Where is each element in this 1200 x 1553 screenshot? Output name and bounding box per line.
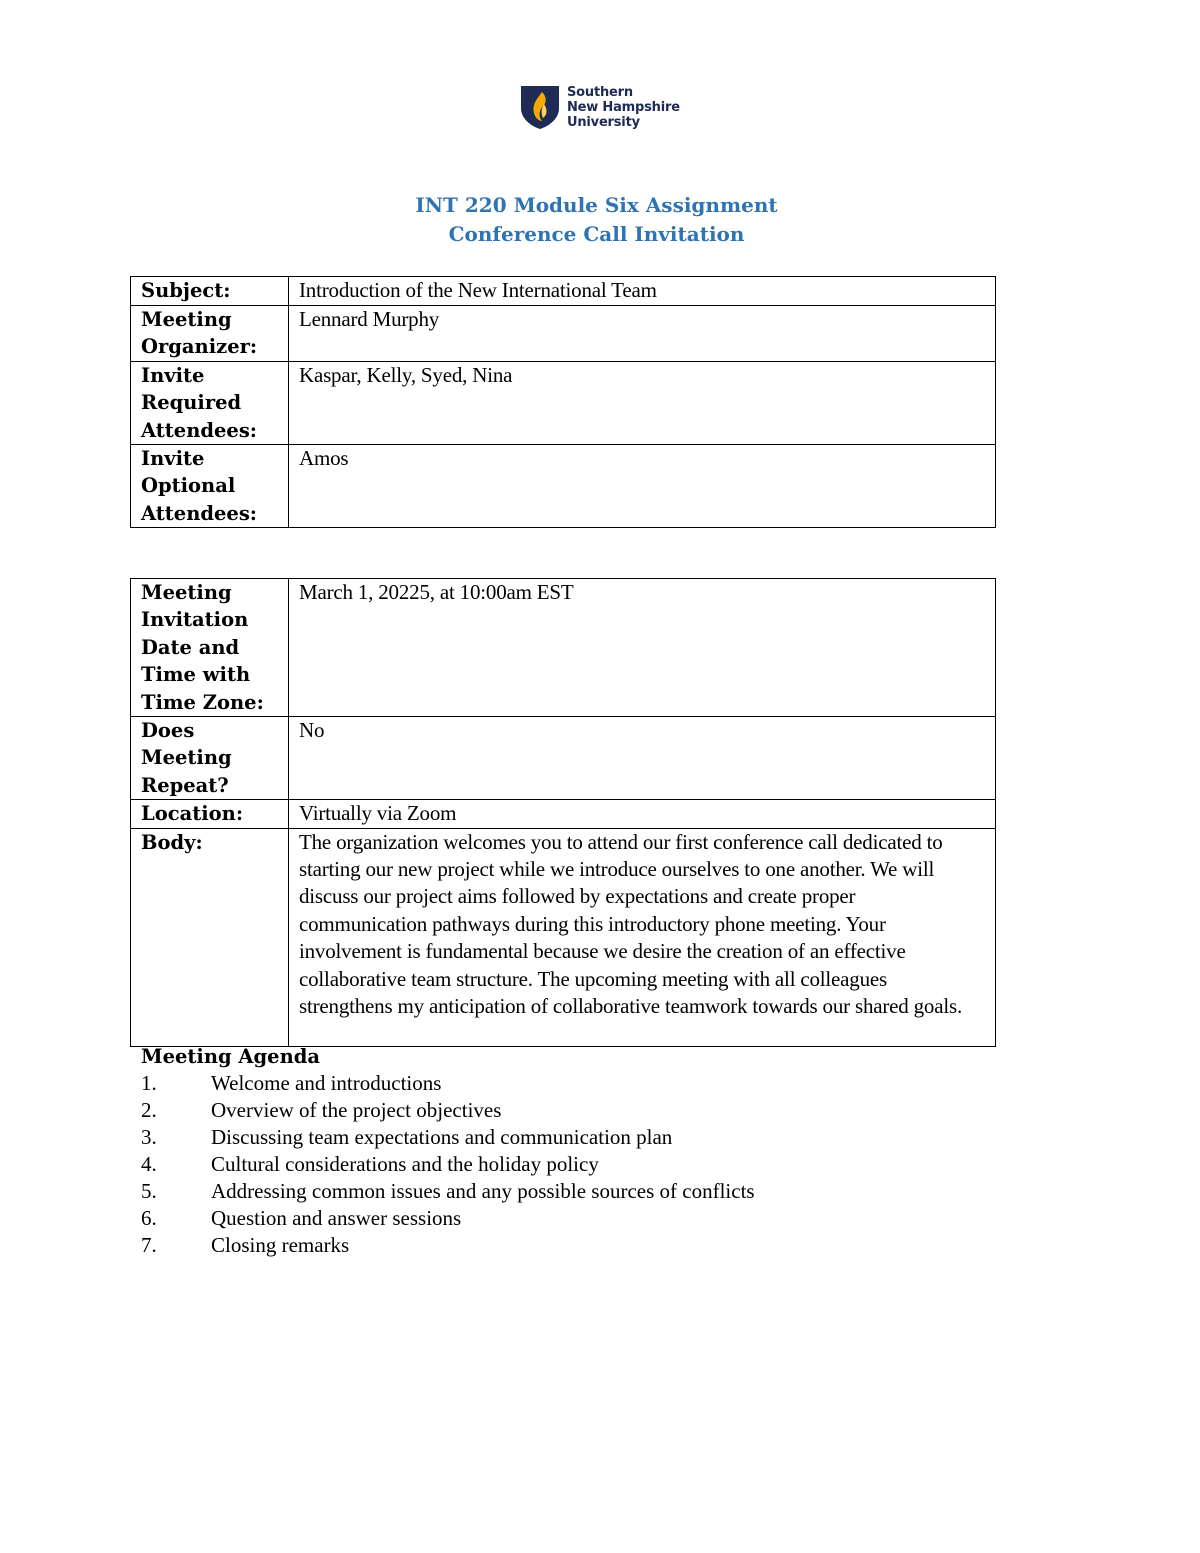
logo-line: University (567, 115, 640, 130)
table-row (131, 306, 996, 362)
row-value: Introduction of the New International Team (289, 277, 996, 306)
agenda-list (141, 1070, 755, 1259)
row-label: Subject: (131, 277, 289, 306)
row-value: March 1, 20225, at 10:00am EST (289, 579, 996, 717)
row-label: Does Meeting Repeat? (131, 717, 289, 800)
university-logo (520, 84, 690, 132)
document-subtitle: Conference Call Invitation (448, 222, 745, 246)
item-number: 4. (141, 1152, 157, 1176)
item-text: Discussing team expectations and communication plan (211, 1125, 673, 1149)
table-row (131, 361, 996, 444)
item-text: Overview of the project objectives (211, 1098, 502, 1122)
list-item (141, 1151, 599, 1178)
item-number: 6. (141, 1206, 157, 1230)
table-row (131, 277, 996, 306)
logo-line: Southern (567, 85, 633, 100)
item-text: Cultural considerations and the holiday policy (211, 1152, 599, 1176)
row-value: Kaspar, Kelly, Syed, Nina (289, 361, 996, 444)
list-item (141, 1232, 350, 1259)
row-value: No (289, 717, 996, 800)
shield-flame-icon (520, 84, 560, 130)
table-row (131, 828, 996, 1046)
list-item (141, 1124, 673, 1151)
item-text: Closing remarks (211, 1233, 350, 1257)
logo-wordmark (567, 85, 680, 130)
invitation-details-table (130, 276, 996, 528)
meeting-agenda (141, 1043, 755, 1259)
item-text: Addressing common issues and any possible sources of conflicts (211, 1179, 755, 1203)
item-number: 1. (141, 1071, 157, 1095)
row-label: Invite Required Attendees: (131, 361, 289, 444)
row-value: Lennard Murphy (289, 306, 996, 362)
agenda-title: Meeting Agenda (141, 1045, 321, 1068)
list-item (141, 1070, 442, 1097)
table-row (131, 445, 996, 528)
meeting-details-table (130, 578, 996, 1047)
item-number: 7. (141, 1233, 157, 1257)
row-value: Virtually via Zoom (289, 800, 996, 828)
table-row (131, 579, 996, 717)
list-item (141, 1097, 502, 1124)
row-label: Meeting Invitation Date and Time with Time Zone: (131, 579, 289, 717)
document-title: INT 220 Module Six Assignment (415, 193, 778, 217)
row-label: Location: (131, 800, 289, 828)
item-text: Welcome and introductions (211, 1071, 442, 1095)
item-text: Question and answer sessions (211, 1206, 462, 1230)
table-row (131, 800, 996, 828)
row-label: Invite Optional Attendees: (131, 445, 289, 528)
row-value: Amos (289, 445, 996, 528)
row-label: Body: (131, 828, 289, 1046)
item-number: 3. (141, 1125, 157, 1149)
list-item (141, 1178, 755, 1205)
row-label: Meeting Organizer: (131, 306, 289, 362)
table-row (131, 717, 996, 800)
item-number: 5. (141, 1179, 157, 1203)
logo-line: New Hampshire (567, 100, 680, 115)
item-number: 2. (141, 1098, 157, 1122)
list-item (141, 1205, 462, 1232)
row-value: The organization welcomes you to attend our first conference call dedicated to starting our new project while we introduce ourselves to one another. We will discuss our project aims followed by expectations and create proper communication pathways during this introductory phone meeting. Your involvement is fundamental because we desire the creation of an effective collaborative team structure. The upcoming meeting with all colleagues strengthens my anticipation of collaborative teamwork towards our shared goals. (289, 828, 996, 1046)
